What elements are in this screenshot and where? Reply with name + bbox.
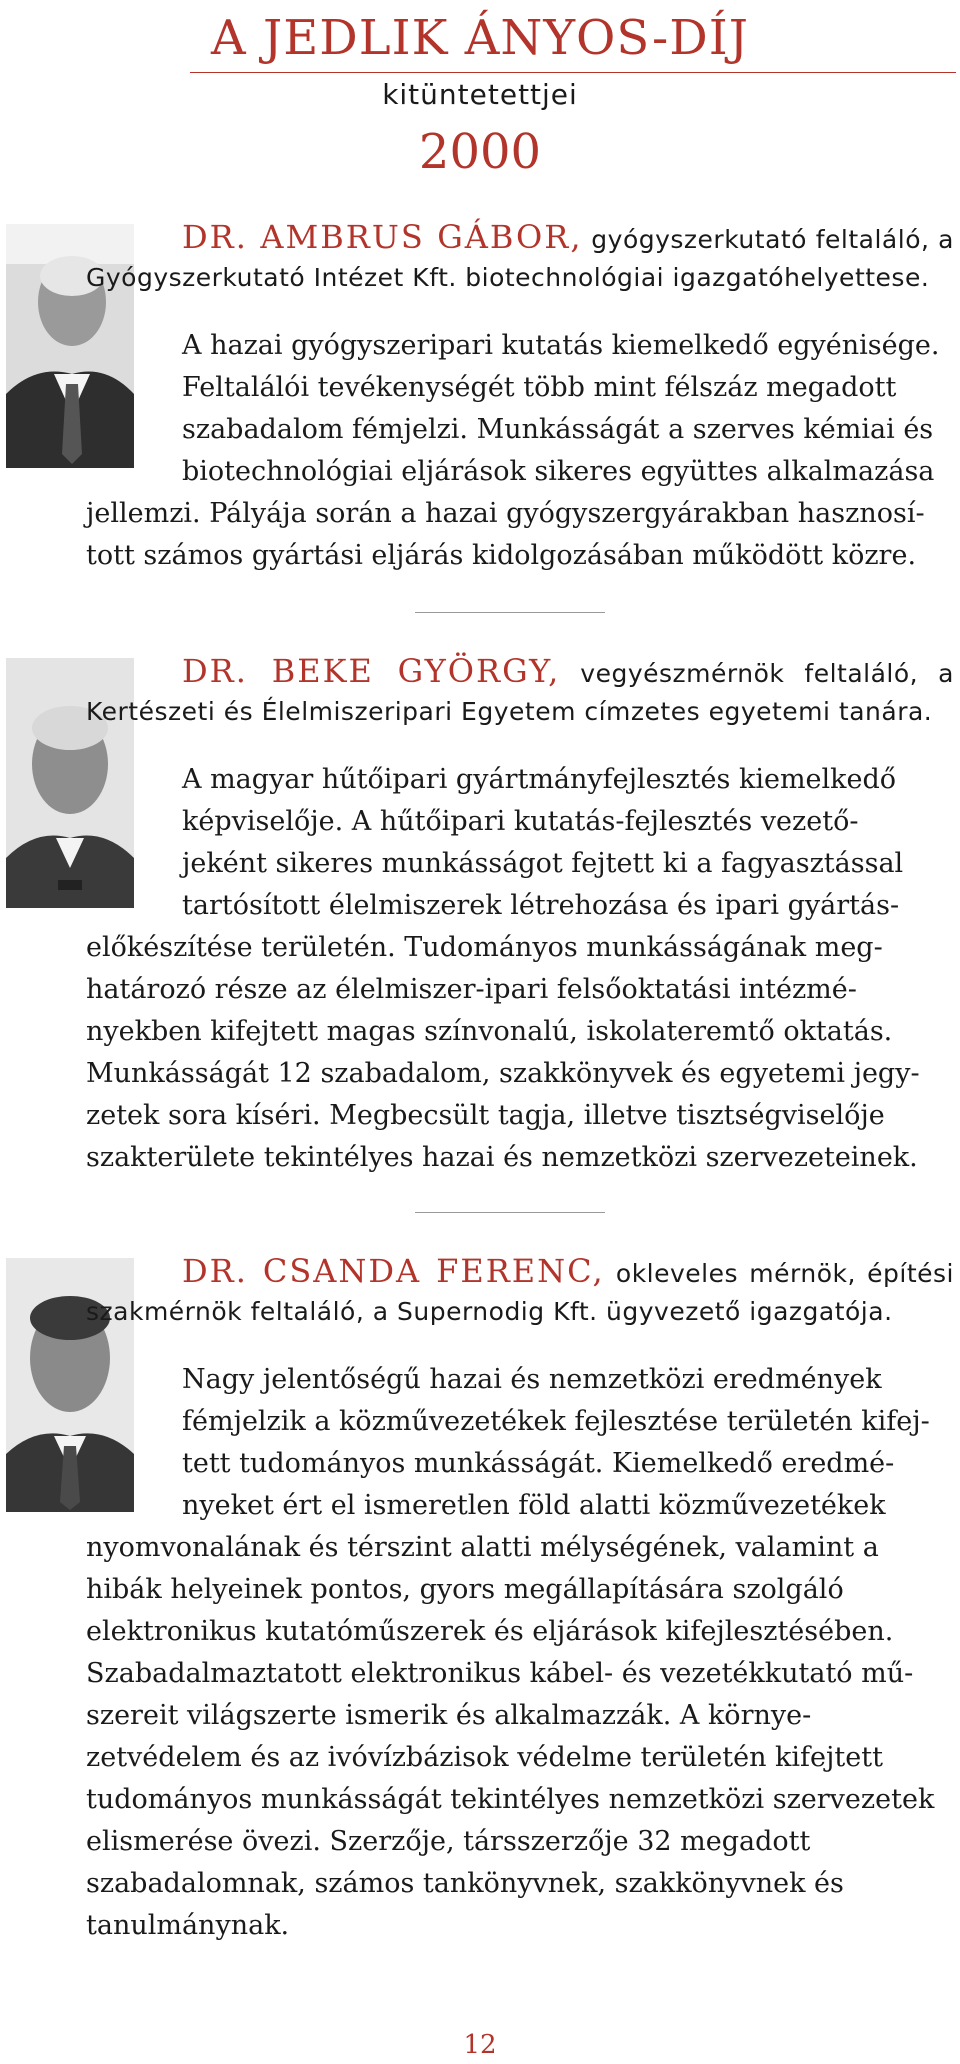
entry-body: [86, 759, 954, 1179]
entry-headline: [86, 1252, 954, 1331]
person-role: gyógyszerkutató feltaláló, a Gyógyszerkutató Intézet Kft. biotechnológiai igazgatóhelyettese.: [86, 225, 954, 292]
body-line: szabadalom fémjelzi. Munkásságát a szerves kémiai és: [182, 414, 934, 445]
body-line: Szabadalmaztatott elektronikus kábel- és vezetékkutató mű-: [86, 1658, 914, 1689]
body-line: szereit világszerte ismerik és alkalmazzák. A környe-: [86, 1700, 812, 1731]
body-line: jellemzi. Pályája során a hazai gyógyszergyárakban hasznosí-: [86, 498, 925, 529]
entry-headline: [86, 218, 954, 297]
body-line: nyeket ért el ismeretlen föld alatti közművezetékek: [182, 1490, 886, 1521]
body-line: tott számos gyártási eljárás kidolgozásában működött közre.: [86, 540, 917, 571]
person-role: vegyészmérnök feltaláló, a Kertészeti és Élelmiszeripari Egyetem címzetes egyetemi tanára.: [86, 659, 954, 726]
body-line: fémjelzik a közművezetékek fejlesztése területén kifej-: [182, 1406, 930, 1437]
body-line: elismerése övezi. Szerzője, társszerzője 32 megadott: [86, 1826, 811, 1857]
body-line: A magyar hűtőipari gyártmányfejlesztés kiemelkedő: [182, 764, 897, 795]
body-line: szakterülete tekintélyes hazai és nemzetközi szervezeteinek.: [86, 1142, 918, 1173]
body-line: képviselője. A hűtőipari kutatás-fejlesztés vezető-: [182, 806, 859, 837]
body-line: nyomvonalának és térszint alatti mélységének, valamint a: [86, 1532, 879, 1563]
page-title: A JEDLIK ÁNYOS-DÍJ: [211, 10, 749, 66]
body-line: tanulmánynak.: [86, 1910, 290, 1941]
body-line: nyekben kifejtett magas színvonalú, iskolateremtő oktatás.: [86, 1016, 893, 1047]
body-line: tudományos munkásságát tekintélyes nemzetközi szervezetek: [86, 1784, 935, 1815]
body-line: szabadalomnak, számos tankönyvnek, szakkönyvnek és: [86, 1868, 844, 1899]
entry-separator: [415, 1212, 605, 1213]
body-line: zetvédelem és az ivóvízbázisok védelme területén kifejtett: [86, 1742, 883, 1773]
entry-separator: [415, 612, 605, 613]
page-subtitle: kitüntetettjei: [382, 78, 578, 111]
body-line: jeként sikeres munkásságot fejtett ki a fagyasztással: [182, 848, 904, 879]
body-line: zetek sora kíséri. Megbecsült tagja, illetve tisztségviselője: [86, 1100, 885, 1131]
body-line: Feltalálói tevékenységét több mint félszáz megadott: [182, 372, 897, 403]
body-line: határozó része az élelmiszer-ipari felsőoktatási intézmé-: [86, 974, 857, 1005]
body-line: elektronikus kutatóműszerek és eljárások kifejlesztésében.: [86, 1616, 894, 1647]
body-line: biotechnológiai eljárások sikeres együttes alkalmazása: [182, 456, 935, 487]
entry-csanda: [86, 1252, 954, 1947]
entry-headline: [86, 652, 954, 731]
page-number: 12: [463, 2030, 497, 2060]
person-role: okleveles mérnök, építési szakmérnök feltaláló, a Supernodig Kft. ügyvezető igazgatója.: [86, 1259, 954, 1326]
award-year: 2000: [418, 124, 542, 180]
entry-body: [86, 1359, 954, 1947]
entry-ambrus: [86, 218, 954, 577]
title-rule: [190, 72, 956, 73]
entry-body: [86, 325, 954, 577]
entry-beke: [86, 652, 954, 1179]
body-line: hibák helyeinek pontos, gyors megállapítására szolgáló: [86, 1574, 844, 1605]
body-line: Nagy jelentőségű hazai és nemzetközi eredmények: [182, 1364, 882, 1395]
person-name: DR. CSANDA FERENC,: [182, 1252, 605, 1290]
person-name: DR. AMBRUS GÁBOR,: [182, 218, 583, 256]
person-name: DR. BEKE GYÖRGY,: [182, 652, 561, 690]
body-line: A hazai gyógyszeripari kutatás kiemelkedő egyénisége.: [182, 330, 940, 361]
body-line: tett tudományos munkásságát. Kiemelkedő eredmé-: [182, 1448, 895, 1479]
body-line: előkészítése területén. Tudományos munkásságának meg-: [86, 932, 883, 963]
body-line: tartósított élelmiszerek létrehozása és ipari gyártás-: [182, 890, 900, 921]
body-line: Munkásságát 12 szabadalom, szakkönyvek és egyetemi jegy-: [86, 1058, 920, 1089]
